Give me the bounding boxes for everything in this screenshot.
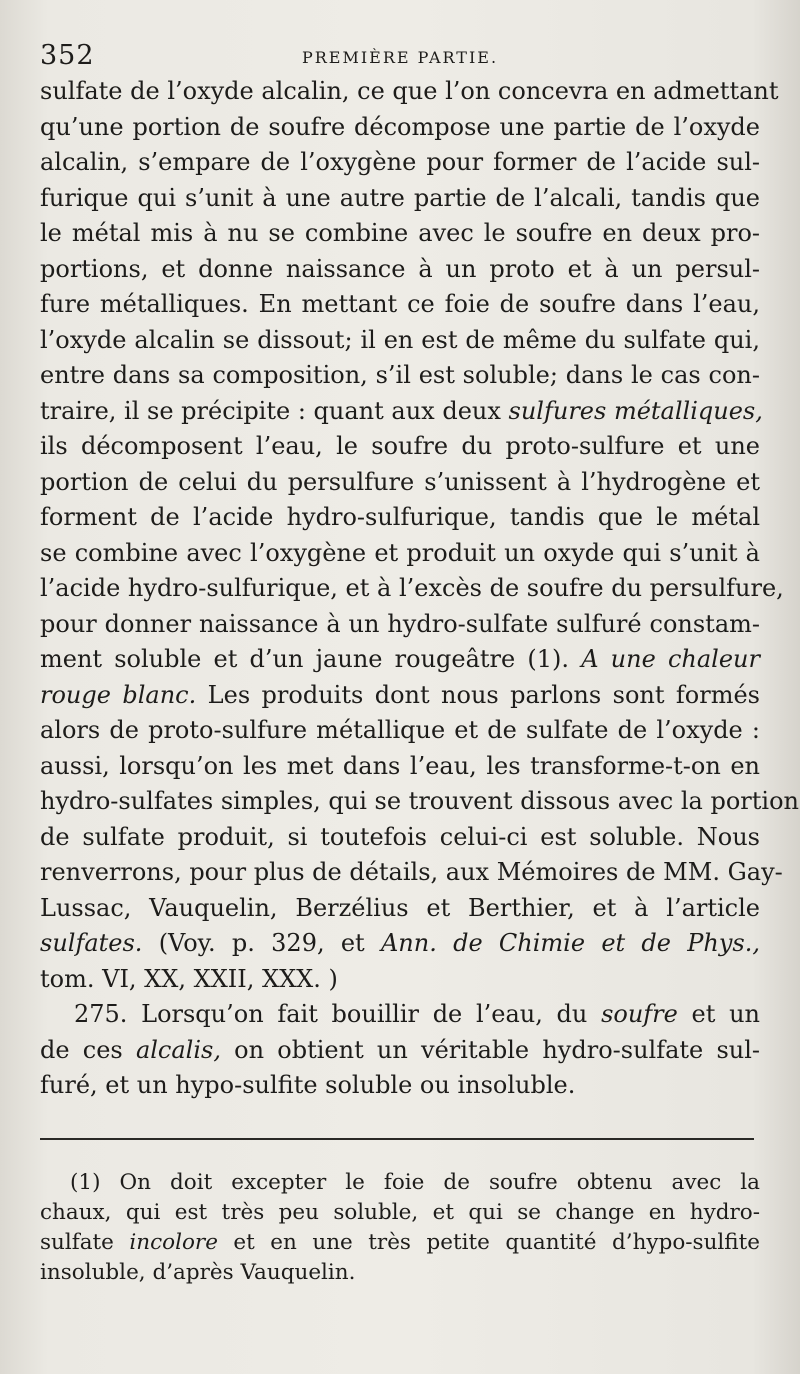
text-line: entre dans sa composition, s’il est soluble; dans le cas con- xyxy=(40,361,760,389)
footnote-divider xyxy=(40,1138,754,1140)
text-line xyxy=(40,642,760,678)
footnote-line: (1) On doit excepter le foie de soufre obtenu avec la xyxy=(70,1169,760,1195)
text-line: se combine avec l’oxygène et produit un oxyde qui s’unit à xyxy=(40,538,760,567)
text-line: l’acide hydro-sulfurique, et à l’excès de soufre du persulfure, xyxy=(40,574,784,602)
text-line: alcalin, s’empare de l’oxygène pour former de l’acide sul- xyxy=(40,148,760,176)
footnote-line: chaux, qui est très peu soluble, et qui se change en hydro- xyxy=(40,1199,760,1225)
text-line: furé, et un hypo-sulfite soluble ou insoluble. xyxy=(40,1071,576,1099)
text-line xyxy=(40,1033,760,1069)
footnote-line xyxy=(40,1228,760,1258)
text-line: hydro-sulfates simples, qui se trouvent dissous avec la portion xyxy=(40,787,799,815)
text-line: forment de l’acide hydro-sulfurique, tandis que le métal xyxy=(40,503,760,531)
text-span: ment soluble et d’un jaune rougeâtre (1). xyxy=(40,645,582,673)
text-line xyxy=(40,997,760,1033)
footnote-line: insoluble, d’après Vauquelin. xyxy=(40,1259,356,1285)
italic-term: rouge blanc. xyxy=(40,680,197,709)
italic-term: sulfures métalliques, xyxy=(508,396,763,425)
text-span: de ces xyxy=(40,1035,136,1064)
italic-term: alcalis, xyxy=(135,1035,221,1064)
text-line: tom. VI, XX, XXII, XXX. ) xyxy=(40,964,338,993)
text-line: ils décomposent l’eau, le soufre du proto-sulfure et une xyxy=(40,432,760,460)
text-line: furique qui s’unit à une autre partie de l’alcali, tandis que xyxy=(40,183,760,212)
paragraph-275 xyxy=(40,997,760,1104)
text-line: portion de celui du persulfure s’unissent à l’hydrogène et xyxy=(40,467,760,496)
italic-term: incolore xyxy=(129,1229,218,1255)
page-header xyxy=(40,30,760,74)
italic-term: soufre xyxy=(601,1000,678,1028)
text-line: pour donner naissance à un hydro-sulfate sulfuré constam- xyxy=(40,609,760,638)
text-span: et un xyxy=(677,1000,760,1028)
text-span: sulfate xyxy=(40,1229,130,1255)
text-line: l’oxyde alcalin se dissout; il en est de même du sulfate qui, xyxy=(40,325,760,354)
footnote xyxy=(40,1168,760,1288)
text-line xyxy=(40,678,760,714)
text-line: Lussac, Vauquelin, Berzélius et Berthier, et à l’article xyxy=(40,893,760,922)
text-line: sulfate de l’oxyde alcalin, ce que l’on concevra en admettant xyxy=(40,77,779,105)
text-line: le métal mis à nu se combine avec le soufre en deux pro- xyxy=(40,219,760,247)
text-line xyxy=(40,394,763,430)
italic-term: Ann. de Chimie et de Phys., xyxy=(380,929,760,957)
italic-term: sulfates. xyxy=(40,929,143,957)
text-line: fure métalliques. En mettant ce foie de soufre dans l’eau, xyxy=(40,290,760,318)
text-span: 275. Lorsqu’on fait bouillir de l’eau, du xyxy=(74,1000,602,1028)
text-line: portions, et donne naissance à un proto et à un persul- xyxy=(40,254,760,283)
text-line: renverrons, pour plus de détails, aux Mémoires de MM. Gay- xyxy=(40,858,783,886)
page-number: 352 xyxy=(40,40,95,71)
text-line: aussi, lorsqu’on les met dans l’eau, les transforme-t-on en xyxy=(40,751,760,780)
text-span: on obtient un véritable hydro-sulfate sul- xyxy=(220,1035,760,1064)
text-span: Les produits dont nous parlons sont formés xyxy=(196,680,761,709)
italic-term: A une chaleur xyxy=(581,645,760,673)
text-span: (Voy. p. 329, et xyxy=(142,929,381,957)
text-line: alors de proto-sulfure métallique et de sulfate de l’oxyde : xyxy=(40,716,760,744)
text-span: traire, il se précipite : quant aux deux xyxy=(40,396,509,425)
running-head: PREMIÈRE PARTIE. xyxy=(301,48,499,67)
text-line xyxy=(40,926,760,962)
text-span: et en une très petite quantité d’hypo-sulfite xyxy=(217,1229,760,1255)
text-line: de sulfate produit, si toutefois celui-ci est soluble. Nous xyxy=(40,822,760,851)
paragraph-main xyxy=(40,74,799,997)
text-line: qu’une portion de soufre décompose une partie de l’oxyde xyxy=(40,112,760,141)
